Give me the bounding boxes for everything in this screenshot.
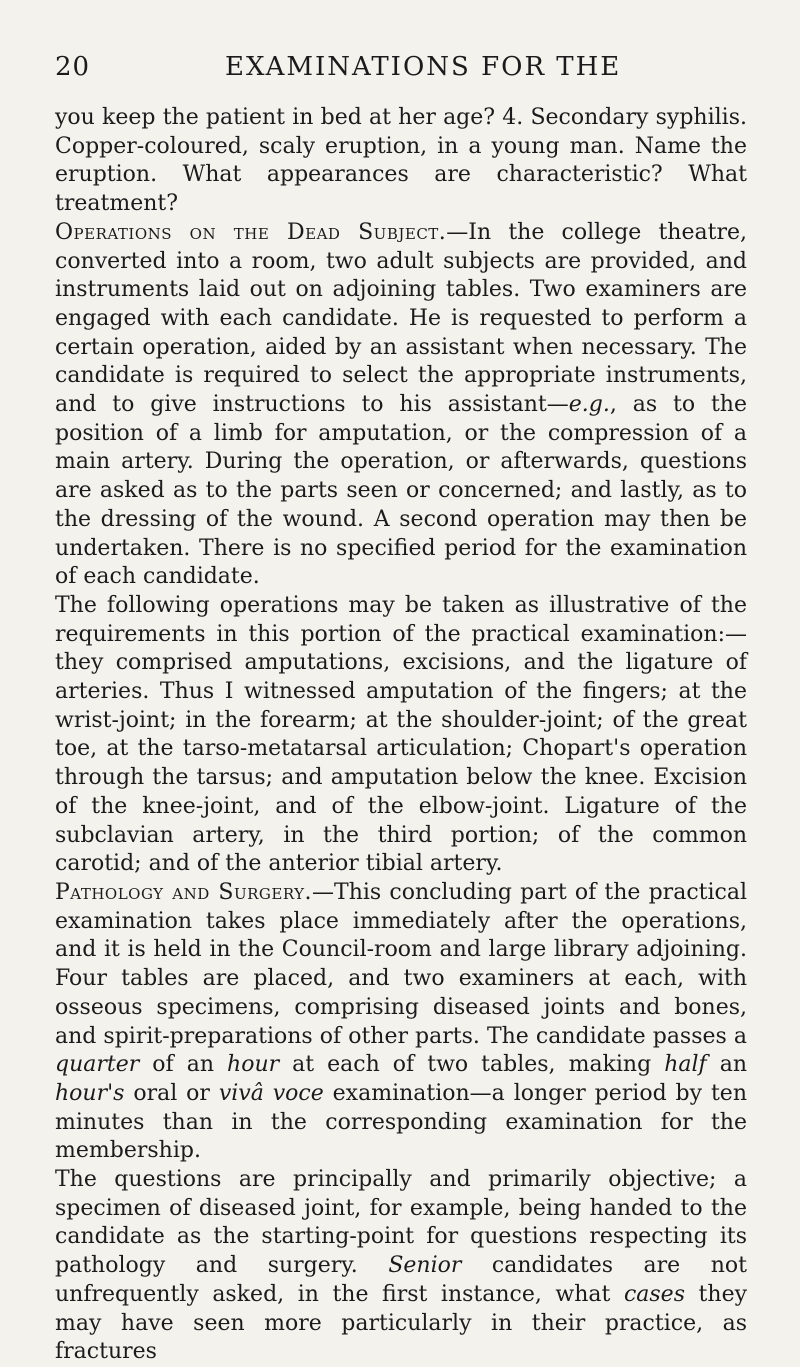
text-span: examination—a longer period by ten minutes than in the corresponding examination for the membership. [55, 1080, 747, 1164]
italic-span: quarter [55, 1052, 140, 1078]
text-span: candidates are not unfrequently asked, in the first instance, what [55, 1253, 747, 1307]
page-number: 20 [55, 52, 91, 82]
italic-span: hour's [55, 1080, 125, 1106]
text-span: —This concluding part of the practical examination takes place immediately after the operations, and it is held in the Council-room and large library adjoining. Four tables are placed, and two examiners at each, with osseous specimens, comprising diseased joints and bones, and spirit-preparations of other parts. The candidate passes a [55, 879, 747, 1049]
italic-span: e.g. [568, 392, 610, 418]
text-span: oral or [124, 1080, 219, 1106]
text-span: they may have seen more particularly in their practice, as fractures [55, 1281, 748, 1365]
running-head: EXAMINATIONS FOR THE [225, 52, 622, 82]
page-header [55, 52, 745, 86]
paragraph-operations-dead-subject [55, 219, 747, 592]
section-heading-operations: Operations on the Dead Subject. [55, 219, 447, 245]
italic-span: half [664, 1052, 707, 1078]
text-span: —In the college theatre, converted into a room, two adult subjects are provided, and instruments laid out on adjoining tables. Two examiners are engaged with each candidate. He is requested to perform a certain operation, aided by an assistant when necessary. The candidate is required to select the appropriate instruments, and to give instructions to his assistant— [55, 219, 747, 418]
text-span: you keep the patient in bed at her age? 4. Secondary syphilis. Copper-coloured, scaly eruption, in a young man. Name the eruption. What appearances are characteristic? What treatment? [55, 105, 747, 217]
text-span: The questions are principally and primarily objective; a specimen of diseased joint, for example, being handed to the candidate as the starting-point for questions respecting its pathology and surgery. [55, 1167, 747, 1279]
text-span: of an [139, 1052, 228, 1078]
text-span: at each of two tables, making [279, 1052, 665, 1078]
italic-span: Senior [388, 1253, 462, 1279]
paragraph-questions-objective [55, 1166, 747, 1367]
italic-span: vivâ voce [218, 1080, 324, 1106]
text-span: , as to the position of a limb for amputation, or the compression of a main artery. During the operation, or afterwards, questions are asked as to the parts seen or concerned; and lastly, as to the dressing of the wound. A second operation may then be undertaken. There is no specified period for the examination of each candidate. [55, 392, 747, 590]
text-span: The following operations may be taken as illustrative of the requirements in this portion of the practical examination:—they comprised amputations, excisions, and the ligature of arteries. Thus I witnessed amputation of the fingers; at the wrist-joint; in the forearm; at the shoulder-joint; of the great toe, at the tarso-metatarsal articulation; Chopart's operation through the tarsus; and amputation below the knee. Excision of the knee-joint, and of the elbow-joint. Ligature of the subclavian artery, in the third portion; of the common carotid; and of the anterior tibial artery. [55, 592, 747, 877]
italic-span: cases [623, 1281, 685, 1307]
text-span: an [706, 1052, 748, 1078]
paragraph-illustrative-operations [55, 592, 747, 879]
paragraph-syphilis-question [55, 104, 747, 219]
section-heading-pathology: Pathology and Surgery. [55, 879, 313, 905]
paragraph-pathology-surgery [55, 879, 747, 1166]
italic-span: hour [227, 1052, 280, 1078]
body-text [55, 104, 747, 1367]
